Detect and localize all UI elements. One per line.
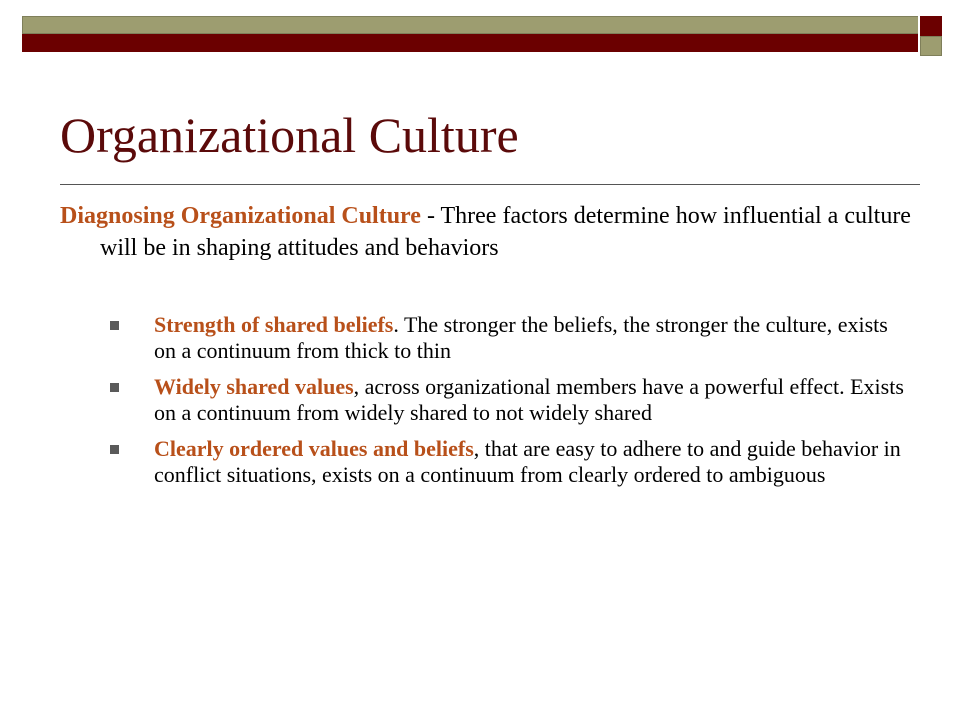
title-divider — [60, 184, 920, 185]
square-bullet-icon — [110, 445, 119, 454]
header-corner-maroon-tile — [920, 16, 942, 36]
list-item-clearly-ordered — [110, 436, 910, 488]
square-bullet-icon — [110, 383, 119, 392]
factor-list — [110, 312, 910, 498]
intro-text: - Three factors determine how influential a culture will be in shaping attitudes and behaviors — [100, 203, 911, 261]
intro-heading: Diagnosing Organizational Culture — [60, 203, 421, 229]
header-bar-olive-band — [22, 16, 920, 34]
list-item-strength — [110, 312, 910, 364]
square-bullet-icon — [110, 321, 119, 330]
bullet-lead: Clearly ordered values and beliefs — [154, 436, 474, 461]
bullet-text: , that are easy to adhere to and guide behavior in conflict situations, exists on a continuum from clearly ordered to ambiguous — [154, 436, 901, 487]
bullet-text: . The stronger the beliefs, the stronger the culture, exists on a continuum from thick to thin — [154, 312, 888, 363]
bullet-lead: Strength of shared beliefs — [154, 312, 394, 337]
header-bar-maroon-band — [22, 34, 920, 52]
intro-paragraph — [60, 200, 920, 264]
header-decoration-bar — [22, 16, 920, 52]
bullet-lead: Widely shared values — [154, 374, 354, 399]
header-corner-olive-tile — [920, 36, 942, 56]
header-corner-divider — [918, 16, 920, 56]
list-item-widely-shared — [110, 374, 910, 426]
slide-title: Organizational Culture — [60, 107, 519, 163]
bullet-text: , across organizational members have a powerful effect. Exists on a continuum from widely shared to not widely shared — [154, 374, 904, 425]
